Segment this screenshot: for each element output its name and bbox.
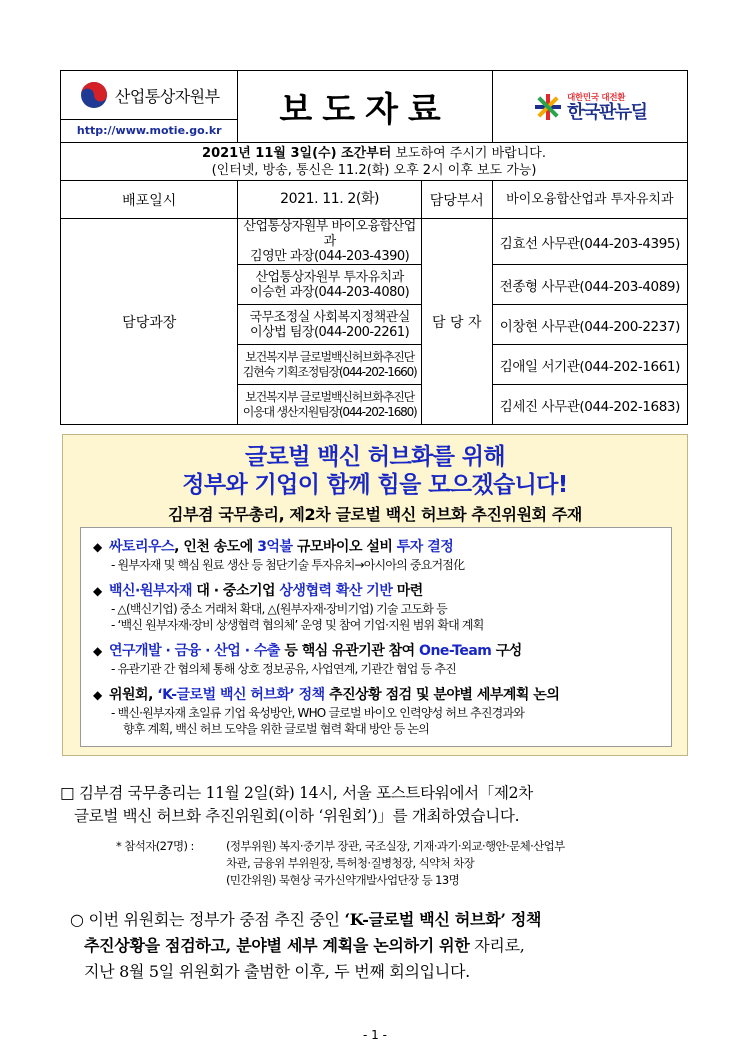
diamond-bullet-icon: ◆ [93, 688, 103, 702]
bullet-3: ◆ 연구개발 · 금융 · 산업 · 수출 등 핵심 유관기관 참여 One-Team 구성 [93, 643, 522, 659]
ministry-url[interactable]: http://www.motie.go.kr [61, 119, 237, 142]
attendee-gov-cont: 차관, 금융위 부위원장, 특허청·질병청장, 식약처 차장 [226, 856, 475, 870]
manager-2: 산업통상자원부 투자유치과 이승헌 과장(044-203-4080) [238, 265, 421, 305]
dist-date-value: 2021. 11. 2(화) [238, 181, 421, 219]
embargo-online-note: (인터넷, 방송, 통신은 11.2(화) 오후 2시 이후 보도 가능) [211, 162, 537, 178]
bullet-4-detail-1: - 백신·원부자재 초일류 기업 육성방안, WHO 글로벌 바이오 인력양성 허브 추진경과와 [111, 706, 524, 720]
press-header-table [60, 70, 688, 425]
ministry-name: 산업통상자원부 [114, 86, 220, 106]
attendee-civil: (민간위원) 묵현상 국가신약개발사업단장 등 13명 [226, 873, 460, 887]
paragraph-2: ○ 이번 위원회는 정부가 중점 추진 중인 ‘K-글로벌 백신 허브화’ 정책 추진상황을 점검하고, 분야별 세부 계획을 논의하기 위한 자리로, 지난 8월 5일 위원회가 출범한 이후, 두 번째 회의입니다. [70, 910, 542, 981]
dist-date-label: 배포일시 [61, 181, 238, 219]
bullet-1: ◆ 싸토리우스, 인천 송도에 3억불 규모바이오 설비 투자 결정 [93, 539, 454, 555]
embargo-rest: 보도하여 주시기 바랍니다. [391, 145, 546, 161]
new-deal-logo-cell [492, 71, 687, 143]
taegeuk-emblem-icon [79, 80, 109, 110]
manager-1: 산업통상자원부 바이오융합산업과 김영만 과장(044-203-4390) [238, 219, 421, 265]
headline-2: 정부와 기업이 함께 힘을 모으겠습니다! [182, 472, 568, 498]
attendee-gov: (정부위원) 복지·중기부 장관, 국조실장, 기재·과기·외교·행안·문체·산업부 [226, 839, 565, 853]
headline-1: 글로벌 백신 허브화를 위해 [244, 444, 506, 470]
staff-4: 김애일 서기관(044-202-1661) [492, 345, 687, 385]
page-number: - 1 - [363, 1028, 387, 1042]
manager-3: 국무조정실 사회복지정책관실 이상법 팀장(044-200-2261) [238, 305, 421, 345]
brand-tagline: 대한민국 대전환 [567, 92, 626, 103]
doc-title: 보도자료 [238, 71, 492, 143]
staff-2: 전종형 사무관(044-203-4089) [492, 265, 687, 305]
staff-5: 김세진 사무관(044-202-1683) [492, 385, 687, 425]
staff-1: 김효선 사무관(044-203-4395) [492, 219, 687, 265]
manager-label: 담당과장 [61, 219, 238, 425]
dept-value: 바이오융합산업과 투자유치과 [492, 181, 687, 219]
bullet-4-detail-2: 향후 계획, 백신 허브 도약을 위한 글로벌 협력 확대 방안 등 논의 [123, 722, 429, 736]
bullet-2: ◆ 백신·원부자재 대 · 중소기업 상생협력 확산 기반 마련 [93, 583, 423, 599]
bullet-2-detail-2: - ‘백신 원부자재·장비 상생협력 협의체’ 운영 및 참여 기업·지원 범위 확대 계획 [111, 618, 484, 632]
bullet-1-detail: - 원부자재 및 핵심 원료 생산 등 첨단기술 투자유치→아시아의 중요거점化 [111, 558, 465, 572]
diamond-bullet-icon: ◆ [93, 644, 103, 658]
new-deal-star-icon [533, 92, 563, 122]
summary-box [62, 434, 688, 756]
headline-3: 김부겸 국무총리, 제2차 글로벌 백신 허브화 추진위원회 주재 [168, 505, 582, 524]
manager-5: 보건복지부 글로벌백신허브화추진단 이응대 생산지원팀장(044-202-1680) [238, 385, 421, 425]
embargo-date: 2021년 11월 3일(수) 조간부터 [202, 145, 392, 161]
diamond-bullet-icon: ◆ [93, 584, 103, 598]
brand-name: 한국판뉴딜 [567, 101, 647, 123]
diamond-bullet-icon: ◆ [93, 540, 103, 554]
key-points-box [80, 527, 672, 747]
attendee-note-key: * 참석자(27명) : [116, 839, 194, 853]
ministry-logo-cell [61, 71, 238, 143]
staff-3: 이창현 사무관(044-200-2237) [492, 305, 687, 345]
bullet-3-detail: - 유관기관 간 협의체 통해 상호 정보공유, 사업연계, 기관간 협업 등 추진 [111, 662, 456, 676]
manager-4: 보건복지부 글로벌백신허브화추진단 김현숙 기획조정팀장(044-202-1660) [238, 345, 421, 385]
dept-label: 담당부서 [421, 181, 492, 219]
staff-label: 담 당 자 [421, 219, 492, 425]
paragraph-1: □ 김부겸 국무총리는 11월 2일(화) 14시, 서울 포스트타워에서「제2차 글로벌 백신 허브화 추진위원회(이하 ‘위원회’)」를 개최하였습니다. [60, 784, 533, 825]
bullet-2-detail-1: - △(백신기업) 중소 거래처 확대, △(원부자재·장비기업) 기술 고도화 등 [111, 602, 447, 616]
embargo-notice [61, 143, 688, 181]
attendee-note [116, 838, 696, 889]
bullet-4: ◆ 위원회, ‘K-글로벌 백신 허브화’ 정책 추진상황 점검 및 분야별 세부계획 논의 [93, 687, 560, 703]
